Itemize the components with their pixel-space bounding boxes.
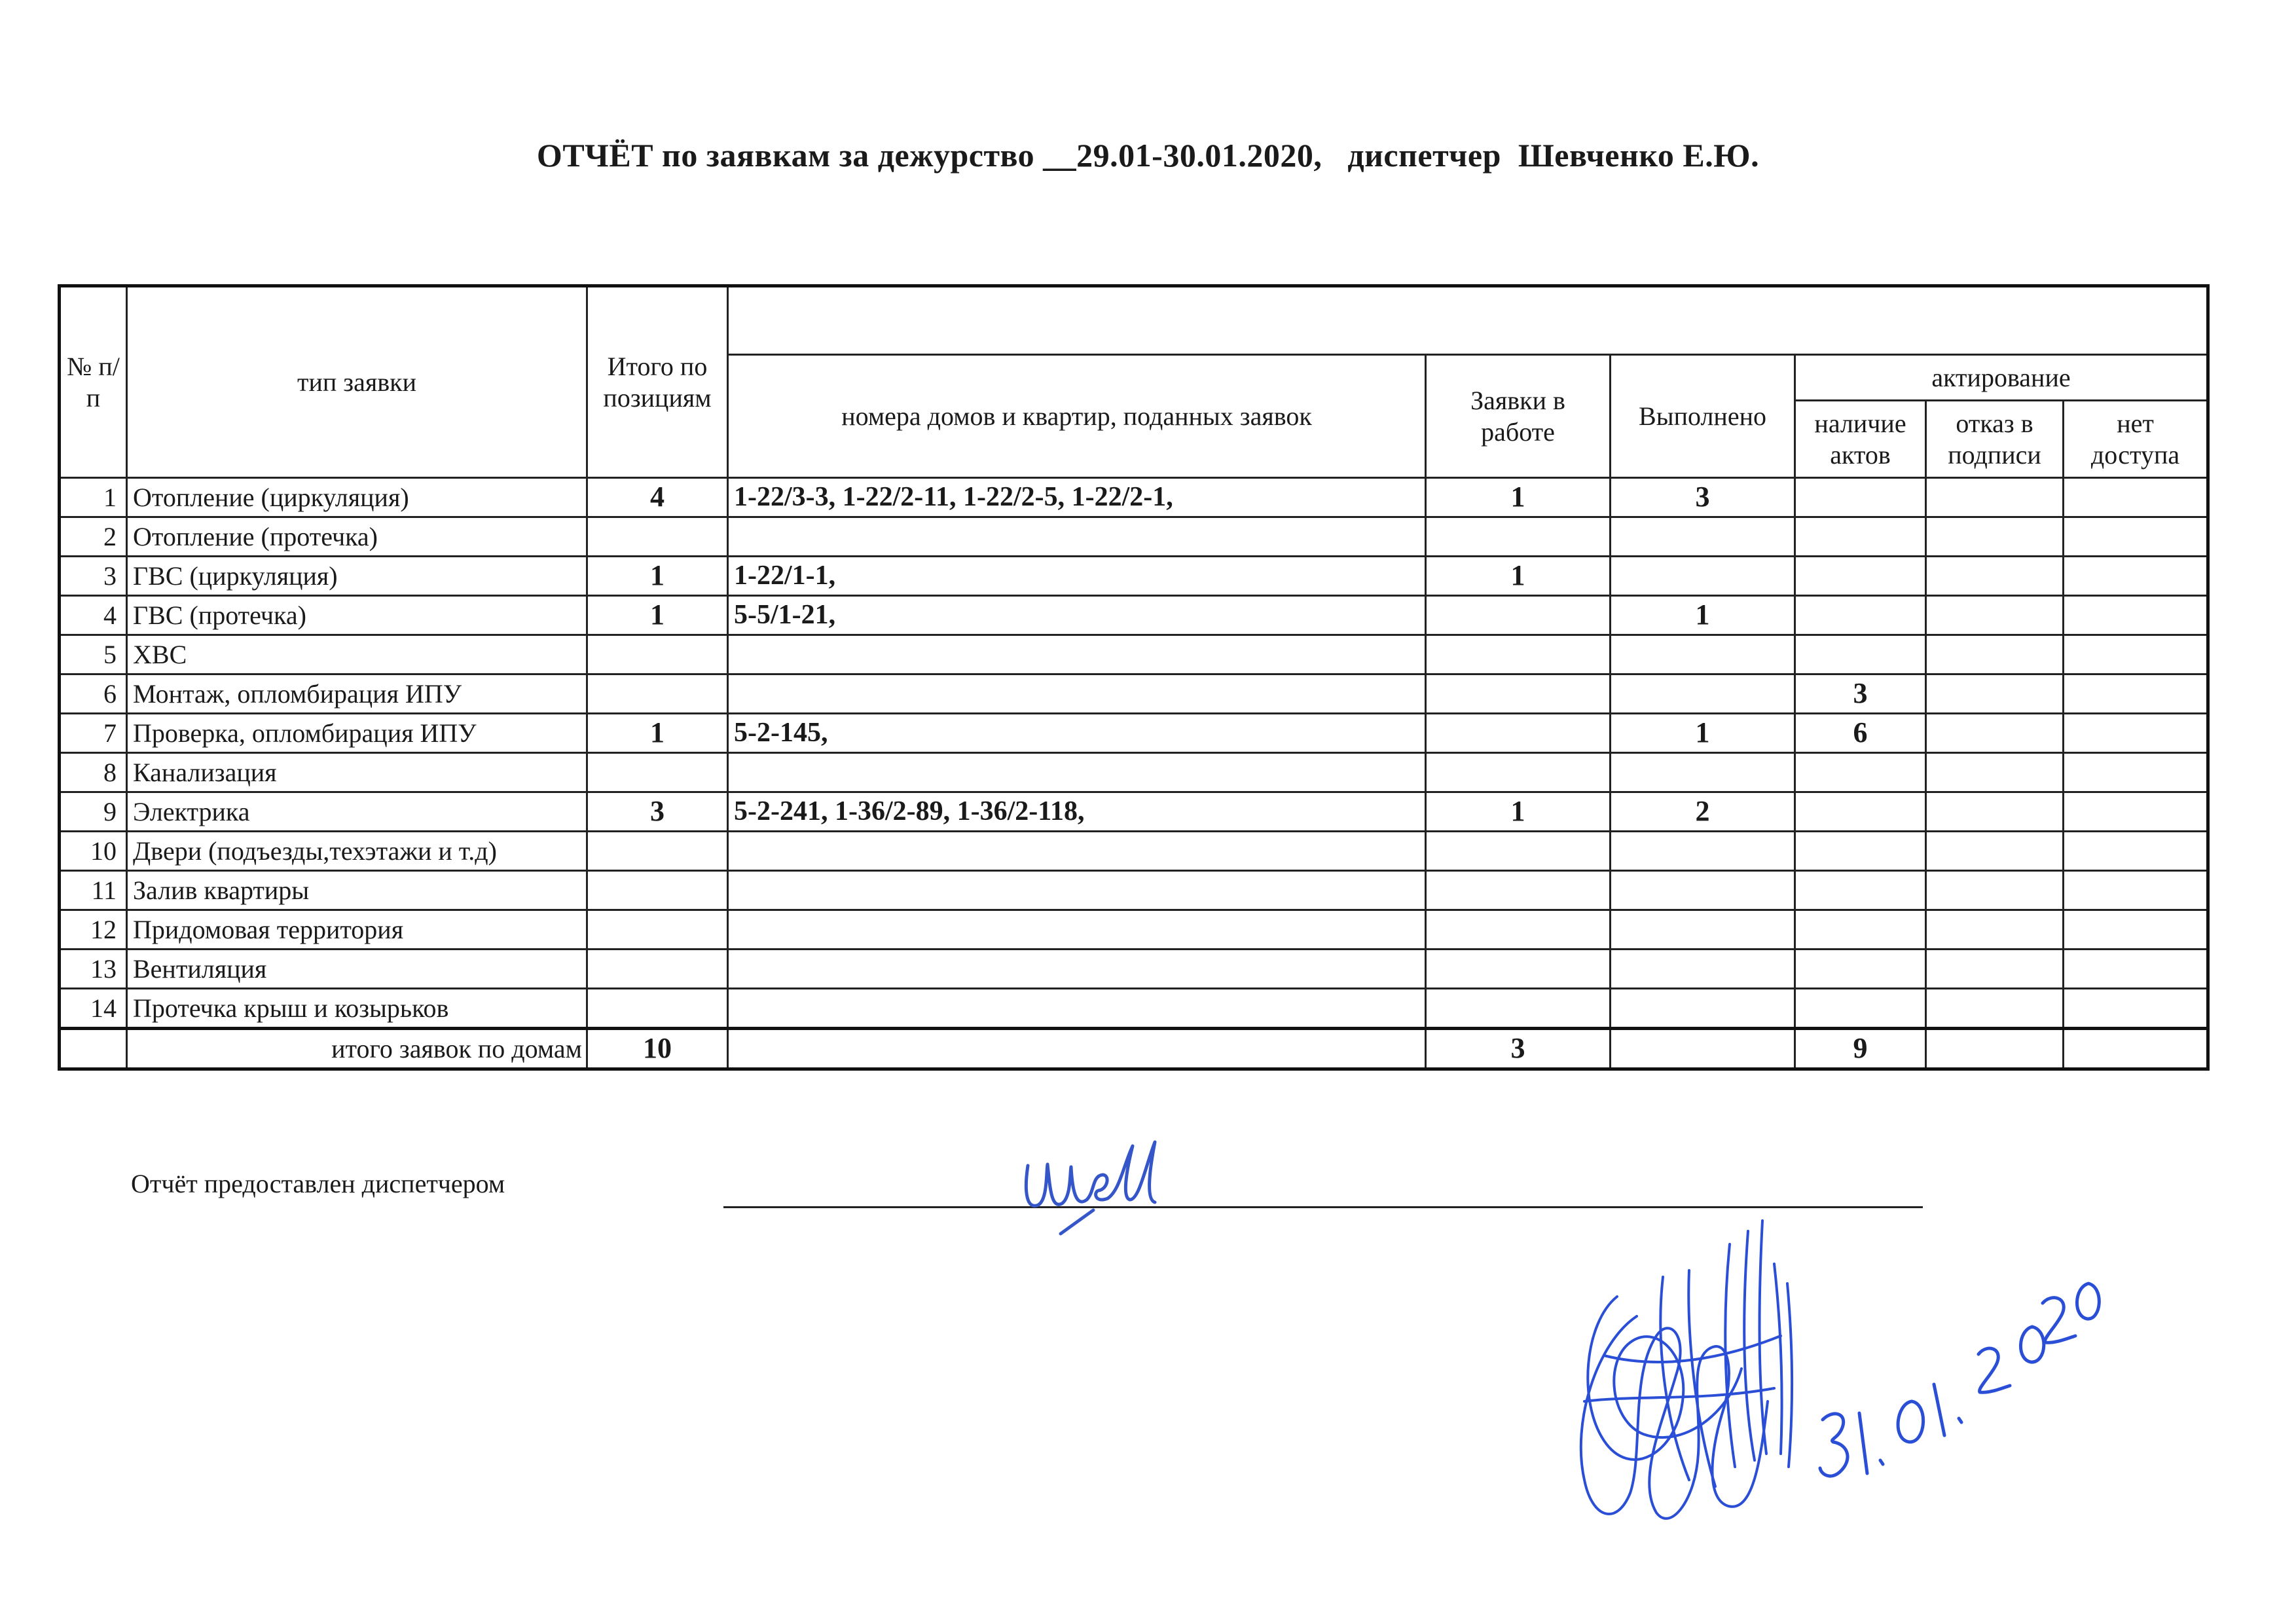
row-no-access	[2064, 714, 2208, 753]
totals-acts: 9	[1795, 1029, 1926, 1069]
row-no-access	[2064, 950, 2208, 989]
row-in-work	[1426, 910, 1611, 950]
row-no-access	[2064, 989, 2208, 1029]
row-in-work	[1426, 950, 1611, 989]
row-total	[587, 832, 728, 871]
row-refused	[1926, 753, 2064, 792]
row-num: 2	[60, 517, 127, 557]
totals-num	[60, 1029, 127, 1069]
totals-label: итого заявок по домам	[127, 1029, 587, 1069]
row-type: Монтаж, опломбирация ИПУ	[127, 674, 587, 714]
table-row	[60, 557, 2208, 596]
row-no-access	[2064, 478, 2208, 517]
row-done: 1	[1611, 596, 1795, 635]
row-total	[587, 871, 728, 910]
row-in-work: 1	[1426, 557, 1611, 596]
totals-in-work: 3	[1426, 1029, 1611, 1069]
row-in-work	[1426, 635, 1611, 674]
row-type: Залив квартиры	[127, 871, 587, 910]
row-num: 13	[60, 950, 127, 989]
header-acts: наличие актов	[1795, 401, 1926, 478]
row-addresses	[728, 517, 1426, 557]
header-total: Итого по позициям	[587, 286, 728, 478]
row-num: 1	[60, 478, 127, 517]
totals-row	[60, 1029, 2208, 1069]
table-row	[60, 635, 2208, 674]
page-title: ОТЧЁТ по заявкам за дежурство __29.01-30.01.2020, диспетчер Шевченко Е.Ю.	[536, 137, 1760, 174]
row-in-work	[1426, 871, 1611, 910]
row-num: 14	[60, 989, 127, 1029]
row-addresses: 5-5/1-21,	[728, 596, 1426, 635]
row-total	[587, 989, 728, 1029]
row-in-work: 1	[1426, 792, 1611, 832]
row-num: 4	[60, 596, 127, 635]
row-acts	[1795, 871, 1926, 910]
header-in-work: Заявки в работе	[1426, 355, 1611, 478]
row-in-work: 1	[1426, 478, 1611, 517]
table-row	[60, 950, 2208, 989]
row-num: 3	[60, 557, 127, 596]
report-table	[58, 284, 2210, 1071]
row-addresses: 1-22/3-3, 1-22/2-11, 1-22/2-5, 1-22/2-1,	[728, 478, 1426, 517]
row-total: 1	[587, 596, 728, 635]
table-row	[60, 714, 2208, 753]
row-no-access	[2064, 753, 2208, 792]
row-addresses: 1-22/1-1,	[728, 557, 1426, 596]
row-type: ХВС	[127, 635, 587, 674]
table-body	[60, 478, 2208, 1069]
row-no-access	[2064, 832, 2208, 871]
header-num: № п/п	[60, 286, 127, 478]
row-type: ГВС (протечка)	[127, 596, 587, 635]
row-refused	[1926, 989, 2064, 1029]
row-in-work	[1426, 674, 1611, 714]
row-type: Протечка крыш и козырьков	[127, 989, 587, 1029]
row-num: 5	[60, 635, 127, 674]
row-refused	[1926, 478, 2064, 517]
row-num: 12	[60, 910, 127, 950]
header-no-access: нет доступа	[2064, 401, 2208, 478]
handwritten-date	[1813, 1264, 2102, 1513]
row-num: 6	[60, 674, 127, 714]
row-no-access	[2064, 871, 2208, 910]
table-row	[60, 478, 2208, 517]
row-acts	[1795, 792, 1926, 832]
row-acts	[1795, 950, 1926, 989]
row-done: 1	[1611, 714, 1795, 753]
row-acts: 6	[1795, 714, 1926, 753]
row-acts	[1795, 989, 1926, 1029]
row-done	[1611, 871, 1795, 910]
table-header	[60, 286, 2208, 478]
row-acts	[1795, 635, 1926, 674]
row-in-work	[1426, 596, 1611, 635]
totals-refused	[1926, 1029, 2064, 1069]
row-addresses: 5-2-145,	[728, 714, 1426, 753]
row-acts	[1795, 596, 1926, 635]
row-total	[587, 517, 728, 557]
table-row	[60, 753, 2208, 792]
row-refused	[1926, 517, 2064, 557]
header-addresses: номера домов и квартир, поданных заявок	[728, 355, 1426, 478]
row-done	[1611, 517, 1795, 557]
row-total: 4	[587, 478, 728, 517]
totals-addresses	[728, 1029, 1426, 1069]
table-row	[60, 517, 2208, 557]
row-refused	[1926, 674, 2064, 714]
row-type: ГВС (циркуляция)	[127, 557, 587, 596]
row-done	[1611, 832, 1795, 871]
row-done: 2	[1611, 792, 1795, 832]
row-num: 8	[60, 753, 127, 792]
header-acting: актирование	[1795, 355, 2208, 401]
row-total	[587, 950, 728, 989]
row-num: 11	[60, 871, 127, 910]
row-refused	[1926, 792, 2064, 832]
row-total	[587, 674, 728, 714]
row-total: 3	[587, 792, 728, 832]
header-refused: отказ в подписи	[1926, 401, 2064, 478]
table-row	[60, 910, 2208, 950]
row-in-work	[1426, 517, 1611, 557]
row-refused	[1926, 596, 2064, 635]
row-refused	[1926, 832, 2064, 871]
row-acts	[1795, 557, 1926, 596]
row-done	[1611, 635, 1795, 674]
row-type: Придомовая территория	[127, 910, 587, 950]
row-acts: 3	[1795, 674, 1926, 714]
row-type: Вентиляция	[127, 950, 587, 989]
row-type: Отопление (циркуляция)	[127, 478, 587, 517]
row-refused	[1926, 714, 2064, 753]
row-in-work	[1426, 753, 1611, 792]
row-addresses	[728, 910, 1426, 950]
dispatcher-signature	[1021, 1126, 1178, 1238]
row-addresses	[728, 674, 1426, 714]
row-addresses	[728, 950, 1426, 989]
row-total	[587, 910, 728, 950]
row-addresses	[728, 989, 1426, 1029]
row-acts	[1795, 832, 1926, 871]
table-row	[60, 792, 2208, 832]
row-no-access	[2064, 910, 2208, 950]
row-done	[1611, 950, 1795, 989]
row-no-access	[2064, 635, 2208, 674]
row-done: 3	[1611, 478, 1795, 517]
row-addresses	[728, 871, 1426, 910]
table-row	[60, 871, 2208, 910]
row-type: Электрика	[127, 792, 587, 832]
row-done	[1611, 557, 1795, 596]
row-done	[1611, 674, 1795, 714]
table-row	[60, 832, 2208, 871]
row-done	[1611, 989, 1795, 1029]
row-addresses	[728, 635, 1426, 674]
row-acts	[1795, 478, 1926, 517]
header-done: Выполнено	[1611, 355, 1795, 478]
row-in-work	[1426, 989, 1611, 1029]
totals-done	[1611, 1029, 1795, 1069]
table-row	[60, 596, 2208, 635]
row-type: Отопление (протечка)	[127, 517, 587, 557]
totals-no-access	[2064, 1029, 2208, 1069]
row-total	[587, 635, 728, 674]
row-type: Двери (подъезды,техэтажи и т.д)	[127, 832, 587, 871]
row-refused	[1926, 871, 2064, 910]
footer-label: Отчёт предоставлен диспетчером	[131, 1169, 505, 1198]
row-total: 1	[587, 714, 728, 753]
header-blank	[728, 286, 2208, 355]
row-addresses	[728, 832, 1426, 871]
row-no-access	[2064, 792, 2208, 832]
row-refused	[1926, 910, 2064, 950]
row-refused	[1926, 557, 2064, 596]
row-in-work	[1426, 714, 1611, 753]
row-in-work	[1426, 832, 1611, 871]
row-done	[1611, 910, 1795, 950]
row-acts	[1795, 753, 1926, 792]
row-acts	[1795, 517, 1926, 557]
row-total: 1	[587, 557, 728, 596]
row-type: Канализация	[127, 753, 587, 792]
row-refused	[1926, 635, 2064, 674]
row-num: 7	[60, 714, 127, 753]
row-no-access	[2064, 596, 2208, 635]
row-addresses: 5-2-241, 1-36/2-89, 1-36/2-118,	[728, 792, 1426, 832]
row-addresses	[728, 753, 1426, 792]
row-type: Проверка, опломбирация ИПУ	[127, 714, 587, 753]
row-no-access	[2064, 517, 2208, 557]
totals-total: 10	[587, 1029, 728, 1069]
table-row	[60, 989, 2208, 1029]
table-row	[60, 674, 2208, 714]
row-no-access	[2064, 674, 2208, 714]
row-acts	[1795, 910, 1926, 950]
row-total	[587, 753, 728, 792]
row-num: 9	[60, 792, 127, 832]
header-type: тип заявки	[127, 286, 587, 478]
row-no-access	[2064, 557, 2208, 596]
row-num: 10	[60, 832, 127, 871]
row-refused	[1926, 950, 2064, 989]
row-done	[1611, 753, 1795, 792]
